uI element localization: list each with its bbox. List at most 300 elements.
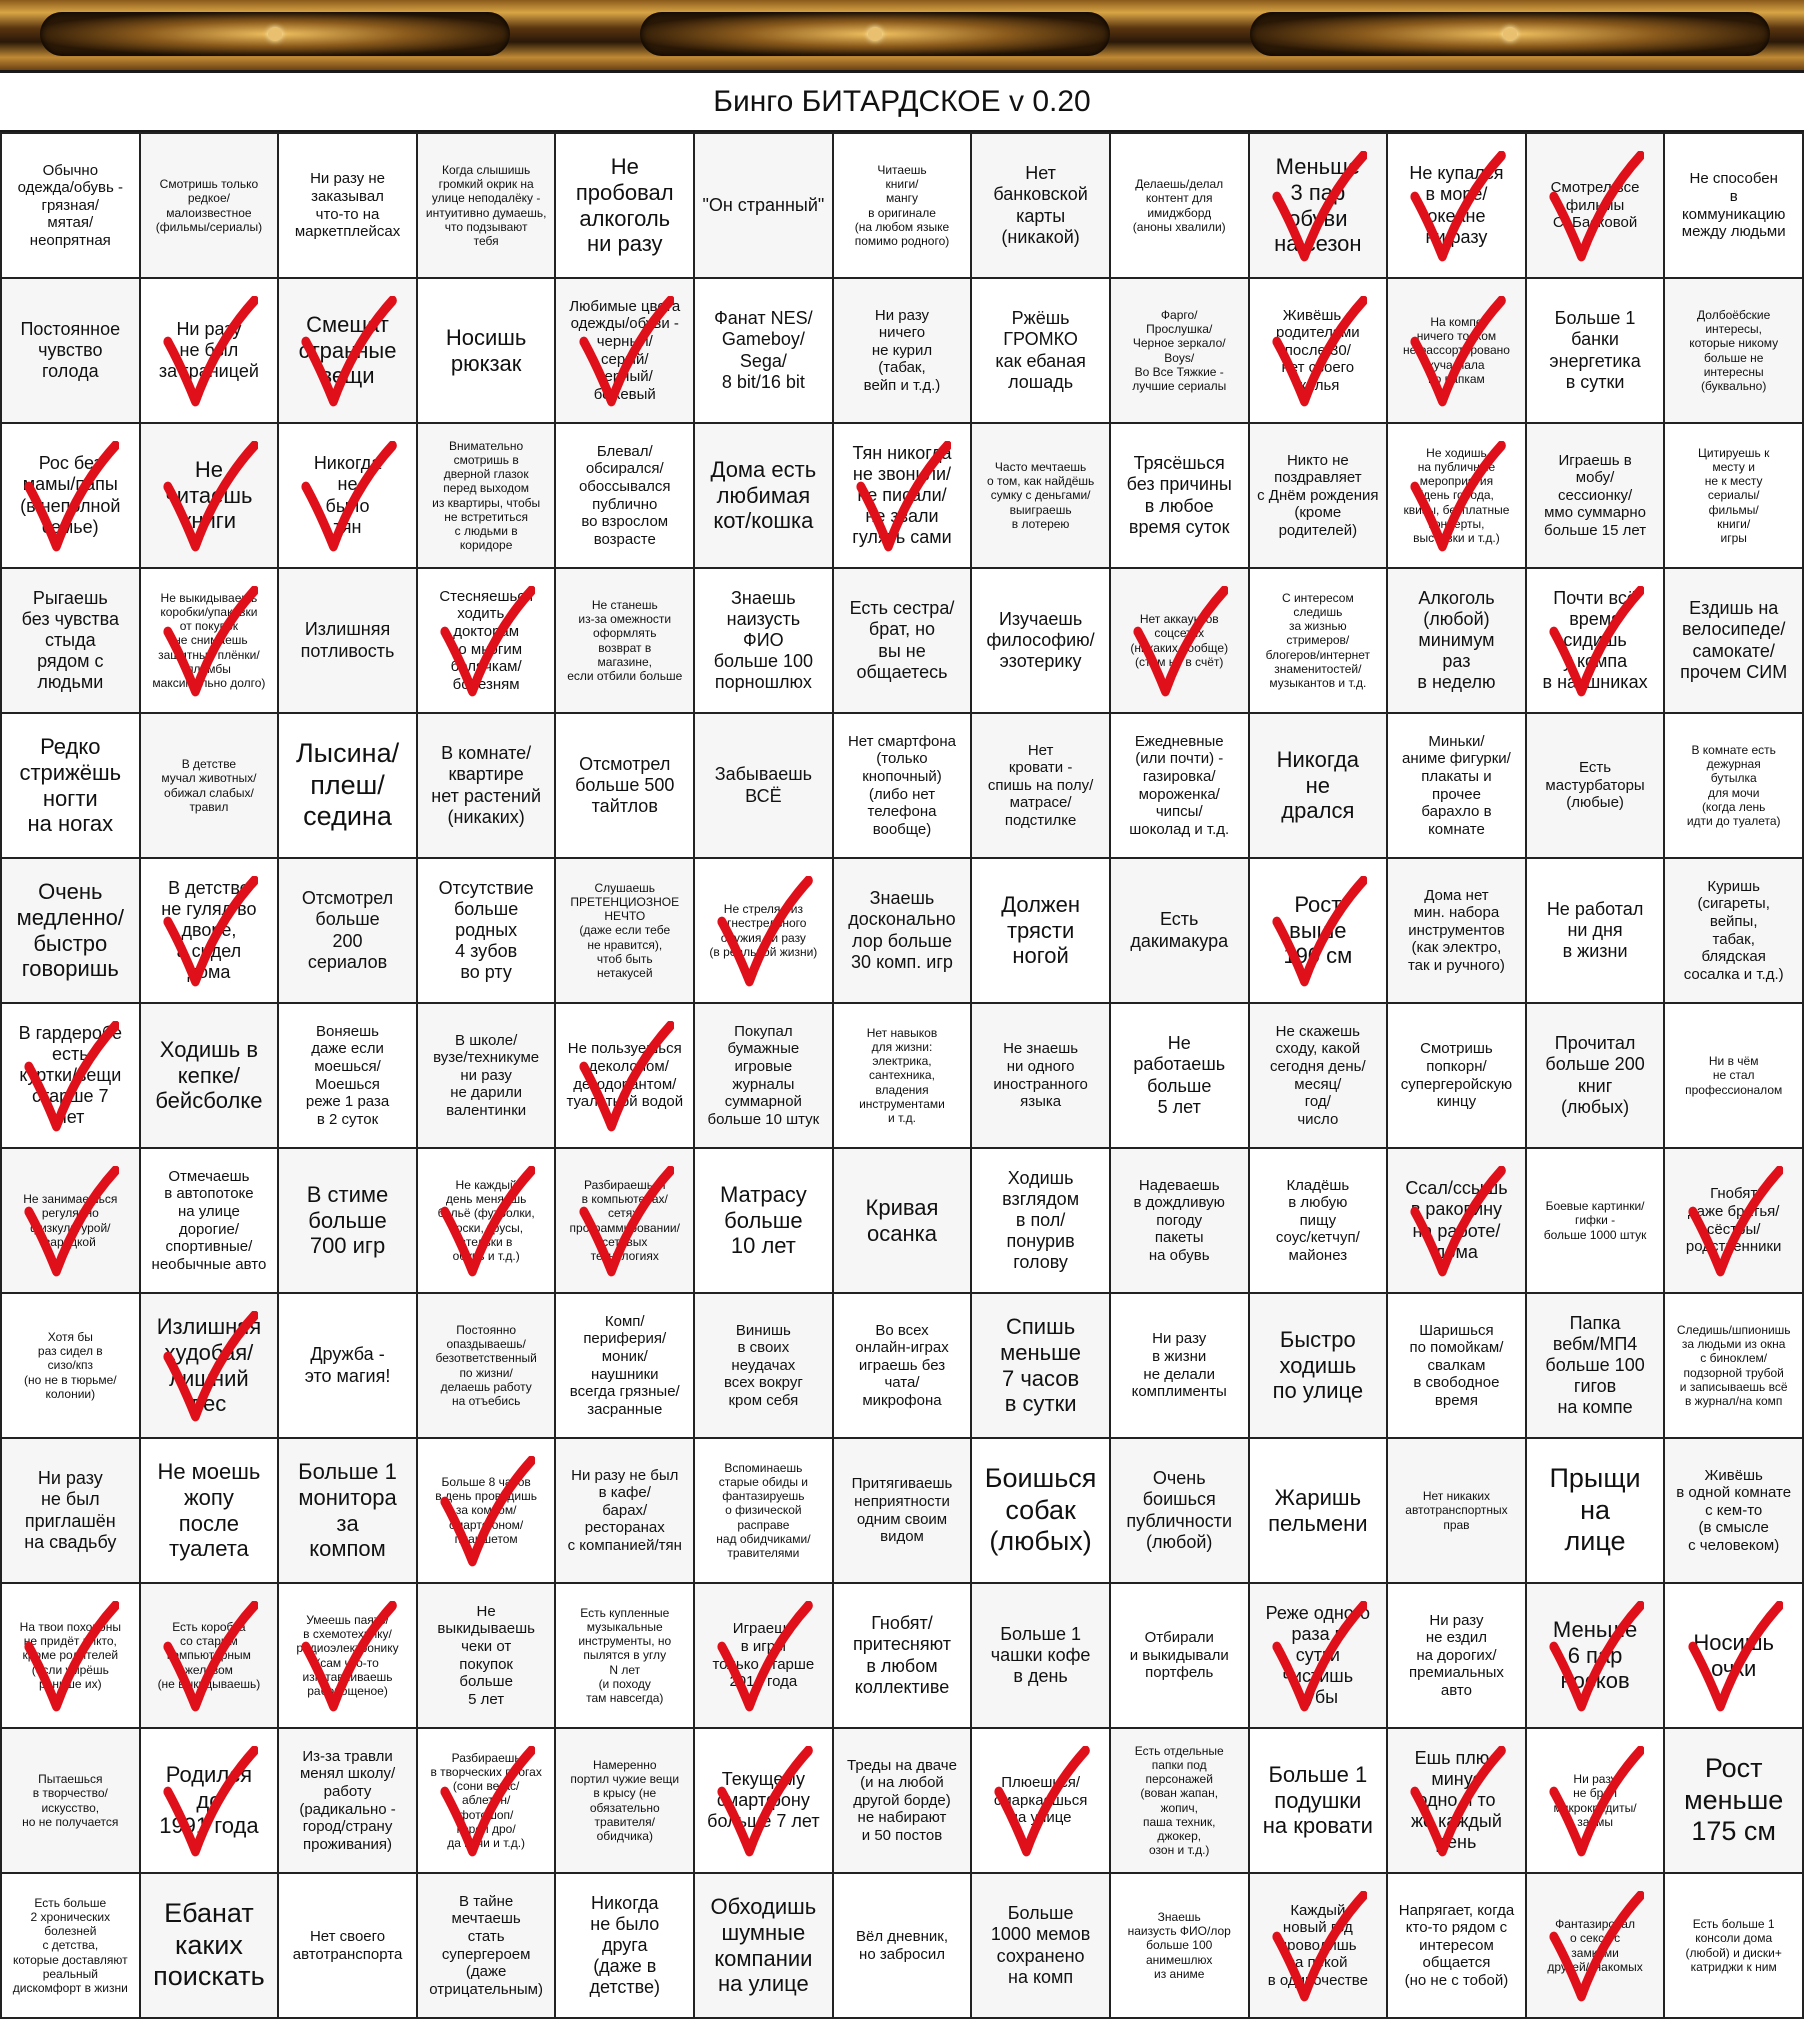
bingo-cell[interactable] — [972, 1584, 1111, 1729]
bingo-cell-text: Дружба - это магия! — [304, 1344, 391, 1386]
bingo-cell-text: Не читаешь книги — [165, 456, 253, 534]
gem-icon — [1503, 27, 1517, 41]
bingo-cell[interactable] — [279, 1004, 418, 1149]
bingo-cell[interactable] — [2, 714, 141, 859]
bingo-cell[interactable] — [1111, 1584, 1250, 1729]
bingo-cell-text: Знаешь наизусть ФИО больше 100 порношлюх — [713, 587, 814, 693]
bingo-cell[interactable] — [834, 1874, 973, 2019]
bingo-cell-text: Никогда не было друга (даже в детстве) — [589, 1892, 661, 1998]
bingo-cell[interactable] — [141, 1294, 280, 1439]
bingo-cell-text: Очень боишься публичности (любой) — [1126, 1468, 1233, 1552]
bingo-cell-text: Дома есть любимая кот/кошка — [710, 456, 817, 534]
bingo-cell-text: Папка вебм/МП4 больше 100 гигов на компе — [1545, 1312, 1645, 1418]
bingo-cell[interactable] — [972, 1149, 1111, 1294]
bingo-cell[interactable] — [141, 1149, 280, 1294]
bingo-cell[interactable] — [2, 1004, 141, 1149]
bingo-cell[interactable] — [1665, 424, 1804, 569]
bingo-cell-text: Смотрел все фильмы С. Басковой — [1550, 179, 1640, 232]
bingo-cell[interactable] — [834, 714, 973, 859]
bingo-cell-text: Кладёшь в любую пищу соус/кетчуп/ майонез — [1275, 1176, 1360, 1264]
bingo-cell-text: Винишь в своих неудачах всех вокруг кром себя — [723, 1321, 803, 1409]
bingo-cell[interactable] — [1665, 1294, 1804, 1439]
bingo-cell-text: Ни разу в жизни не делали комплименты — [1131, 1330, 1227, 1401]
bingo-cell-text: С интересом следишь за жизнью стримеров/ блогеров/интернет знаменитостей/ музыкантов и т.д. — [1265, 591, 1371, 690]
bingo-cell-text: Отсутствие больше родных 4 зубов во рту — [438, 877, 534, 983]
bingo-cell[interactable] — [1250, 569, 1389, 714]
bingo-cell[interactable] — [972, 569, 1111, 714]
bingo-cell-text: Не выкидываешь коробки/упаковки от покупок (не снимаешь защитные плёнки/ пломбы максимально долго) — [152, 591, 266, 690]
bingo-cell-text: Не работал ни дня в жизни — [1546, 898, 1644, 962]
bingo-cell[interactable] — [1665, 1584, 1804, 1729]
bingo-cell[interactable] — [1111, 1004, 1250, 1149]
bingo-cell-text: Любимые цвета одежды/обуви - черный/ серый/ черный/ бежевый — [569, 297, 681, 403]
bingo-cell[interactable] — [556, 1149, 695, 1294]
bingo-cell[interactable] — [279, 569, 418, 714]
bingo-cell[interactable] — [1527, 1439, 1666, 1584]
bingo-cell[interactable] — [279, 1584, 418, 1729]
bingo-cell-text: Нет никаких автотранспортных прав — [1405, 1489, 1508, 1532]
bingo-cell[interactable] — [1665, 1874, 1804, 2019]
bingo-cell[interactable] — [2, 1439, 141, 1584]
bingo-cell-text: Плюешься/ смаркаешься на улице — [993, 1774, 1088, 1827]
bingo-cell-text: Воняешь даже если моешься/ Моешься реже 1 раза в 2 суток — [305, 1022, 390, 1128]
bingo-cell-text: Блевал/ обсирался/ обоссывался публично во взрослом возрасте — [578, 442, 671, 548]
bingo-cell-text: В комнате есть дежурная бутылка для мочи (когда лень идти до туалета) — [1686, 743, 1781, 828]
bingo-cell-text: "Он странный" — [702, 194, 825, 215]
bingo-cell-text: Нет навыков для жизни: электрика, сантехника, владения инструментами и т.д. — [859, 1026, 945, 1125]
bingo-cell[interactable] — [141, 859, 280, 1004]
bingo-cell[interactable] — [1111, 1729, 1250, 1874]
bingo-cell[interactable] — [556, 1874, 695, 2019]
bingo-cell[interactable] — [1250, 1439, 1389, 1584]
bingo-cell-text: Нет смартфона (только кнопочный) (либо нет телефона вообще) — [847, 732, 957, 838]
bingo-cell-text: Надеваешь в дождливую погоду пакеты на обувь — [1133, 1176, 1225, 1264]
bingo-cell-text: Нет аккаунтов соцсетях (никаких вообще) (стим не в счёт) — [1130, 612, 1229, 669]
bingo-cell[interactable] — [1111, 1874, 1250, 2019]
bingo-cell[interactable] — [418, 134, 557, 279]
bingo-cell[interactable] — [972, 1729, 1111, 1874]
bingo-cell[interactable] — [1388, 1729, 1527, 1874]
bingo-cell-text: В школе/ вузе/техникуме ни разу не дарили валентинки — [433, 1031, 540, 1119]
bingo-cell-text: Цитируешь к месту и не к месту сериалы/ фильмы/ книги/ игры — [1698, 446, 1770, 545]
bingo-cell-text: На твои похороны не придёт никто, кроме родителей (если умрёшь раньше их) — [19, 1620, 121, 1691]
bingo-cell[interactable] — [1388, 1149, 1527, 1294]
bingo-cell[interactable] — [1388, 279, 1527, 424]
bingo-cell[interactable] — [1111, 134, 1250, 279]
bingo-cell-text: Обходишь шумные компании на улице — [710, 1894, 817, 1997]
bingo-cell[interactable] — [279, 134, 418, 279]
bingo-cell-text: Ржёшь ГРОМКО как ебаная лошадь — [995, 308, 1086, 392]
bingo-cell-text: Прыщи на лице — [1549, 1463, 1641, 1557]
bingo-cell[interactable] — [695, 1874, 834, 2019]
bingo-cell-text: Рыгаешь без чувства стыда рядом с людьми — [21, 587, 119, 693]
bingo-cell[interactable] — [695, 134, 834, 279]
bingo-cell[interactable] — [1250, 1004, 1389, 1149]
bingo-cell[interactable] — [695, 714, 834, 859]
bingo-cell-text: Миньки/ аниме фигурки/ плакаты и прочее барахло в комнате — [1402, 732, 1511, 838]
bingo-cell[interactable] — [141, 714, 280, 859]
bingo-cell[interactable] — [1111, 714, 1250, 859]
bingo-cell[interactable] — [279, 1729, 418, 1874]
bingo-cell[interactable] — [972, 134, 1111, 279]
bingo-cell-text: Трясёшься без причины в любое время суток — [1126, 453, 1232, 537]
bingo-cell[interactable] — [556, 1294, 695, 1439]
bingo-cell[interactable] — [556, 1584, 695, 1729]
bingo-cell-text: Носишь очки — [1693, 1629, 1774, 1681]
bingo-cell-text: Шаришься по помойкам/ свалкам в свободное время — [1409, 1321, 1504, 1409]
bingo-cell-text: Носишь рюкзак — [445, 324, 527, 376]
bingo-cell-text: Не ходишь на публичные мероприятия (день города, квизы, бесплатные концерты, выставки и т.д.) — [1403, 446, 1510, 545]
page-title: Бинго БИТАРДСКОЕ v 0.20 — [0, 70, 1804, 132]
bingo-cell-text: Отсмотрел больше 200 сериалов — [301, 888, 394, 972]
bingo-cell-text: Не моешь жопу после туалета — [157, 1459, 261, 1562]
bingo-cell[interactable] — [1665, 279, 1804, 424]
bingo-cell-text: Слушаешь ПРЕТЕНЦИОЗНОЕ НЕЧТО (даже если тебе не нравится), чтоб быть нетакусей — [570, 881, 680, 980]
bingo-cell-text: Никогда не дрался — [1276, 746, 1360, 824]
bingo-cell-text: Разбираешься в компьютерах/ сетях/ программировании/ сетевых технологиях — [569, 1178, 680, 1263]
bingo-cell[interactable] — [2, 1149, 141, 1294]
bingo-cell[interactable] — [1665, 1149, 1804, 1294]
bingo-cell[interactable] — [1111, 1294, 1250, 1439]
bingo-cell[interactable] — [1111, 424, 1250, 569]
bingo-cell-text: Ни разу не был за границей — [158, 318, 259, 382]
bingo-cell[interactable] — [695, 1439, 834, 1584]
bingo-cell[interactable] — [141, 1874, 280, 2019]
bingo-cell-text: Тян никогда не звонили/ не писали/ не звали гулять сами — [852, 442, 952, 548]
bingo-cell[interactable] — [1527, 859, 1666, 1004]
bingo-cell[interactable] — [141, 1729, 280, 1874]
bingo-cell[interactable] — [279, 279, 418, 424]
bingo-cell[interactable] — [1665, 1729, 1804, 1874]
bingo-cell[interactable] — [834, 1149, 973, 1294]
bingo-cell[interactable] — [695, 1729, 834, 1874]
bingo-cell-text: Вёл дневник, но забросил — [855, 1927, 948, 1963]
bingo-cell[interactable] — [972, 1004, 1111, 1149]
bingo-cell-text: Не работаешь больше 5 лет — [1133, 1033, 1226, 1117]
bingo-cell[interactable] — [1111, 1149, 1250, 1294]
bingo-cell-text: Ежедневные (или почти) - газировка/ мороженка/ чипсы/ шоколад и т.д. — [1129, 732, 1230, 838]
bingo-cell[interactable] — [1527, 1294, 1666, 1439]
bingo-cell-text: Есть больше 1 консоли дома (любой) и диски+ катриджи к ним — [1685, 1917, 1782, 1974]
bingo-cell[interactable] — [418, 424, 557, 569]
bingo-cell[interactable] — [1527, 569, 1666, 714]
bingo-cell-text: Излишняя потливость — [300, 619, 395, 661]
bingo-cell-text: Ни разу не был приглашён на свадьбу — [24, 1468, 117, 1552]
bingo-cell-text: Гнобят/ притесняют в любом коллективе — [853, 1613, 951, 1697]
bingo-cell-text: Отбирали и выкидывали портфель — [1129, 1629, 1229, 1682]
bingo-cell[interactable] — [1527, 134, 1666, 279]
bingo-cell[interactable] — [1250, 1874, 1389, 2019]
bingo-cell[interactable] — [834, 1439, 973, 1584]
bingo-cell[interactable] — [834, 1294, 973, 1439]
bingo-cell[interactable] — [279, 1149, 418, 1294]
bingo-cell-text: Гнобят даже братья/ сёстры/ родственники — [1685, 1185, 1782, 1256]
bingo-cell-text: Меньше 6 пар носков — [1552, 1616, 1638, 1694]
bingo-cell[interactable] — [1250, 714, 1389, 859]
bingo-cell-text: Больше 1 подушки на кровати — [1262, 1761, 1373, 1839]
bingo-cell-text: Комп/ периферия/ моник/ наушники всегда грязные/ засранные — [569, 1312, 680, 1418]
bingo-cell[interactable] — [279, 1874, 418, 2019]
bingo-cell[interactable] — [972, 424, 1111, 569]
bingo-cell-text: Живёшь с родителями после 30/ нет своего жилья — [1276, 306, 1360, 394]
bingo-cell-text: Постоянно опаздываешь/ безответственный по жизни/ делаешь работу на отъебись — [435, 1323, 537, 1408]
bingo-cell[interactable] — [418, 1149, 557, 1294]
bingo-cell-text: Напрягает, когда кто-то рядом с интересом общается (но не с тобой) — [1398, 1901, 1515, 1989]
bingo-cell-text: Ебанат каких поискать — [153, 1898, 265, 1992]
bingo-cell[interactable] — [1665, 714, 1804, 859]
bingo-cell[interactable] — [1527, 1584, 1666, 1729]
bingo-cell[interactable] — [418, 279, 557, 424]
bingo-cell[interactable] — [1250, 424, 1389, 569]
bingo-cell-text: В детстве не гулял во дворе, а сидел дома — [161, 877, 257, 983]
bingo-cell-text: Никогда не было тян — [313, 453, 382, 537]
bingo-cell[interactable] — [418, 1294, 557, 1439]
bingo-cell-text: Ни разу не брал микрокредиты/ займы — [1553, 1772, 1637, 1829]
bingo-cell-text: На компе ничего толком не рассортировано куча мала по папкам — [1402, 315, 1510, 386]
gem-icon — [868, 27, 882, 41]
bingo-cell-text: Фантазировал о сексе с замками друзей/знакомых — [1547, 1917, 1643, 1974]
bingo-cell-text: Смотришь попкорн/ супергеройскую кинцу — [1400, 1040, 1513, 1111]
bingo-cell[interactable] — [1388, 1439, 1527, 1584]
bingo-cell-text: Ни разу не был в кафе/ барах/ ресторанах с компанией/тян — [567, 1466, 682, 1554]
bingo-cell-text: Больше 1 монитора за компом — [298, 1459, 397, 1562]
bingo-cell-text: Следишь/шпионишь за людьми из окна с биноклем/ подзорной трубой и записываешь всё в журнал/на комп — [1676, 1323, 1791, 1408]
bingo-grid — [0, 132, 1804, 2019]
bingo-cell[interactable] — [556, 279, 695, 424]
bingo-cell-text: Смотришь только редкое/ малоизвестное (фильмы/сериалы) — [155, 177, 263, 234]
bingo-cell-text: Рос без мамы/папы (в неполной семье) — [20, 453, 121, 537]
bingo-cell-text: Не занимаешься регулярно физкультурой/ зарядкой — [23, 1192, 118, 1249]
bingo-cell[interactable] — [141, 424, 280, 569]
bingo-cell[interactable] — [2, 859, 141, 1004]
bingo-cell-text: Не знаешь ни одного иностранного языка — [993, 1040, 1088, 1111]
bingo-cell[interactable] — [279, 1294, 418, 1439]
bingo-cell[interactable] — [1527, 1729, 1666, 1874]
bingo-cell[interactable] — [1388, 1584, 1527, 1729]
bingo-cell[interactable] — [418, 1004, 557, 1149]
bingo-cell-text: Фарго/ Прослушка/ Черное зеркало/ Boys/ Во Все Тяжкие - лучшие сериалы — [1132, 308, 1227, 393]
bingo-cell[interactable] — [141, 1004, 280, 1149]
bingo-cell-text: Матрасу больше 10 лет — [719, 1181, 807, 1259]
bingo-cell-text: Больше 1 банки энергетика в сутки — [1549, 308, 1641, 392]
bingo-cell[interactable] — [556, 424, 695, 569]
bingo-cell-text: Не выкидываешь чеки от покупок больше 5 лет — [437, 1602, 535, 1708]
bingo-cell-text: Есть мастурбаторы (любые) — [1545, 759, 1645, 812]
bingo-cell[interactable] — [1250, 279, 1389, 424]
bingo-cell-text: Забываешь ВСЁ — [714, 764, 813, 806]
bingo-cell-text: Не стрелял из огнестрельного оружия ни разу (в реальной жизни) — [709, 902, 818, 959]
bingo-cell[interactable] — [1388, 569, 1527, 714]
bingo-cell[interactable] — [834, 424, 973, 569]
bingo-cell-text: Покупал бумажные игровые журналы суммарной больше 10 штук — [707, 1022, 820, 1128]
bingo-cell[interactable] — [279, 714, 418, 859]
bingo-cell[interactable] — [695, 859, 834, 1004]
bingo-cell[interactable] — [972, 714, 1111, 859]
bingo-cell[interactable] — [279, 424, 418, 569]
bingo-cell[interactable] — [1388, 1874, 1527, 2019]
bingo-cell[interactable] — [1250, 1729, 1389, 1874]
bingo-cell[interactable] — [556, 569, 695, 714]
bingo-cell-text: Нет своего автотранспорта — [292, 1927, 403, 1963]
bingo-cell-text: Не способен в коммуникацию между людьми — [1681, 170, 1786, 241]
bingo-cell[interactable] — [141, 1584, 280, 1729]
bingo-cell[interactable] — [2, 1874, 141, 2019]
bingo-cell[interactable] — [1388, 714, 1527, 859]
bingo-cell-text: Излишняя худобая/ лишний вес — [156, 1314, 262, 1417]
bingo-cell[interactable] — [418, 1874, 557, 2019]
bingo-cell-text: Ходишь взглядом в пол/ понурив голову — [1002, 1167, 1080, 1273]
bingo-cell[interactable] — [972, 279, 1111, 424]
bingo-cell[interactable] — [834, 1729, 973, 1874]
bingo-cell[interactable] — [1388, 1004, 1527, 1149]
bingo-cell[interactable] — [695, 1294, 834, 1439]
bingo-cell-text: Намеренно портил чужие вещи в крысу (не обязательно травителя/ обидчика) — [570, 1758, 680, 1843]
bingo-cell[interactable] — [695, 1004, 834, 1149]
bingo-cell[interactable] — [834, 1584, 973, 1729]
bingo-cell-text: Ни разу не ездил на дорогих/ премиальных авто — [1408, 1611, 1504, 1699]
bingo-cell-text: Пытаешься в творчество/ искусство, но не получается — [22, 1772, 119, 1829]
bingo-cell[interactable] — [418, 714, 557, 859]
bingo-cell[interactable] — [2, 1729, 141, 1874]
bingo-cell[interactable] — [972, 1874, 1111, 2019]
bingo-cell[interactable] — [2, 424, 141, 569]
bingo-cell-text: Больше 1000 мемов сохранено на комп — [990, 1903, 1091, 1987]
bingo-cell[interactable] — [1665, 1004, 1804, 1149]
bingo-cell[interactable] — [972, 859, 1111, 1004]
bingo-cell[interactable] — [556, 859, 695, 1004]
bingo-cell-text: Ешь плюс минус одно и то же каждый день — [1411, 1747, 1502, 1853]
bingo-cell-text: Треды на дваче (и на любой другой борде) не набирают и 50 постов — [847, 1756, 957, 1844]
bingo-cell[interactable] — [2, 1294, 141, 1439]
bingo-cell[interactable] — [1388, 1294, 1527, 1439]
bingo-cell-text: Живёшь в одной комнате с кем-то (в смысле с человеком) — [1676, 1466, 1792, 1554]
bingo-cell[interactable] — [556, 1004, 695, 1149]
bingo-cell-text: Ходишь в кепке/ бейсболке — [155, 1036, 263, 1114]
bingo-cell[interactable] — [279, 859, 418, 1004]
bingo-cell[interactable] — [1527, 1149, 1666, 1294]
bingo-cell-text: Больше 1 чашки кофе в день — [990, 1623, 1091, 1687]
bingo-cell[interactable] — [695, 1584, 834, 1729]
bingo-cell[interactable] — [695, 424, 834, 569]
bingo-cell-text: Не купался в море/ океане ни разу — [1409, 163, 1504, 247]
bingo-cell[interactable] — [1250, 859, 1389, 1004]
bingo-cell[interactable] — [972, 1294, 1111, 1439]
bingo-cell-text: Есть сестра/ брат, но вы не общаетесь — [849, 598, 955, 682]
bingo-cell[interactable] — [1665, 569, 1804, 714]
bingo-cell[interactable] — [1665, 859, 1804, 1004]
bingo-cell-text: Во всех онлайн-играх играешь без чата/ микрофона — [855, 1321, 949, 1409]
bingo-cell[interactable] — [1527, 279, 1666, 424]
bingo-cell[interactable] — [418, 569, 557, 714]
bingo-cell[interactable] — [1111, 859, 1250, 1004]
bingo-cell[interactable] — [1250, 1294, 1389, 1439]
bingo-cell[interactable] — [141, 569, 280, 714]
bingo-cell[interactable] — [1388, 134, 1527, 279]
bingo-cell-text: Нет банковской карты (никакой) — [993, 163, 1088, 247]
bingo-cell[interactable] — [695, 279, 834, 424]
bingo-cell-text: Куришь (сигареты, вейпы, табак, блядская сосалка и т.д.) — [1683, 877, 1784, 983]
bingo-cell-text: Вспоминаешь старые обиды и фантазируешь о физической расправе над обидчиками/ травителями — [716, 1461, 811, 1560]
bingo-cell-text: Жаришь пельмени — [1268, 1484, 1368, 1536]
bingo-cell-text: Каждый новый год проводишь за пекой в одиночестве — [1267, 1901, 1368, 1989]
bingo-cell-text: Ни разу не заказывал что-то на маркетплейсах — [294, 170, 401, 241]
bingo-cell-text: Ссал/ссышь в раковину на работе/ дома — [1405, 1178, 1508, 1262]
bingo-cell-text: Притягиваешь неприятности одним своим видом — [851, 1475, 953, 1546]
bingo-cell-text: Никто не поздравляет с Днём рождения (кроме родителей) — [1257, 451, 1379, 539]
bingo-cell-text: Не пробовал алкоголь ни разу — [575, 154, 674, 257]
bingo-cell[interactable] — [834, 134, 973, 279]
bingo-cell-text: Не скажешь сходу, какой сегодня день/ месяц/ год/ число — [1269, 1022, 1366, 1128]
bingo-cell-text: Рост выше 190 см — [1283, 891, 1353, 969]
bingo-cell[interactable] — [2, 569, 141, 714]
bingo-cell[interactable] — [695, 1149, 834, 1294]
bingo-cell[interactable] — [1111, 279, 1250, 424]
bingo-cell[interactable] — [418, 1729, 557, 1874]
bingo-cell-text: Изучаешь философию/ эзотерику — [986, 608, 1095, 672]
bingo-cell[interactable] — [141, 1439, 280, 1584]
gem-icon — [268, 27, 282, 41]
bingo-cell-text: Не станешь из-за омежности оформлять возврат в магазине, если отбили больше — [567, 598, 683, 683]
bingo-cell[interactable] — [1527, 1004, 1666, 1149]
bingo-cell[interactable] — [695, 569, 834, 714]
bingo-cell[interactable] — [1111, 569, 1250, 714]
bingo-cell-text: Долбоёбские интересы, которые никому больше не интересны (буквально) — [1689, 308, 1779, 393]
bingo-cell-text: Есть отдельные папки под персонажей (вован жапан, жопич, паша техник, джокер, озон и т.д.) — [1134, 1744, 1224, 1857]
bingo-cell[interactable] — [1388, 859, 1527, 1004]
bingo-cell-text: В комнате/ квартире нет растений (никаких) — [431, 743, 542, 827]
bingo-cell[interactable] — [1665, 134, 1804, 279]
bingo-cell[interactable] — [972, 1439, 1111, 1584]
bingo-cell[interactable] — [1111, 1439, 1250, 1584]
bingo-cell[interactable] — [279, 1439, 418, 1584]
bingo-cell[interactable] — [834, 859, 973, 1004]
bingo-cell[interactable] — [556, 714, 695, 859]
bingo-cell[interactable] — [834, 279, 973, 424]
bingo-cell[interactable] — [2, 134, 141, 279]
bingo-cell[interactable] — [1527, 424, 1666, 569]
bingo-cell-text: Постоянное чувство голода — [20, 318, 121, 382]
bingo-cell[interactable] — [1250, 1584, 1389, 1729]
bingo-cell-text: Обычно одежда/обувь - грязная/ мятая/ неопрятная — [17, 161, 123, 249]
bingo-cell[interactable] — [418, 1439, 557, 1584]
bingo-cell-text: Спишь меньше 7 часов в сутки — [1000, 1314, 1082, 1417]
bingo-cell-text: Стесняешься ходить к докторам по многим болячкам/ болезням — [439, 587, 533, 693]
bingo-cell-text: Читаешь книги/ мангу в оригинале (на любом языке помимо родного) — [854, 163, 950, 248]
bingo-cell[interactable] — [556, 1729, 695, 1874]
bingo-cell[interactable] — [834, 1004, 973, 1149]
bingo-cell[interactable] — [418, 1584, 557, 1729]
bingo-cell-text: Текущему смартфону больше 7 лет — [707, 1768, 820, 1832]
bingo-cell-text: Алкоголь (любой) минимум раз в неделю — [1417, 587, 1496, 693]
bingo-cell[interactable] — [1665, 1439, 1804, 1584]
bingo-cell[interactable] — [1527, 1874, 1666, 2019]
bingo-cell-text: Разбираешь в творческих прогах (сони вегас/ аблетон/ фотошоп/ корел дро/ да вачи и т.д.) — [430, 1751, 542, 1850]
bingo-cell[interactable] — [834, 569, 973, 714]
bingo-cell[interactable] — [141, 279, 280, 424]
bingo-cell[interactable] — [1527, 714, 1666, 859]
bingo-cell[interactable] — [556, 134, 695, 279]
bingo-cell[interactable] — [556, 1439, 695, 1584]
bingo-cell[interactable] — [1388, 424, 1527, 569]
bingo-cell[interactable] — [2, 1584, 141, 1729]
bingo-cell[interactable] — [1250, 1149, 1389, 1294]
bingo-cell[interactable] — [1250, 134, 1389, 279]
bingo-cell[interactable] — [418, 859, 557, 1004]
bingo-cell[interactable] — [2, 279, 141, 424]
bingo-cell[interactable] — [141, 134, 280, 279]
bingo-cell-text: Ни в чём не стал профессионалом — [1685, 1054, 1783, 1097]
bingo-cell-text: Хотя бы раз сидел в сизо/кпз (но не в тюрьме/ колонии) — [23, 1330, 117, 1401]
